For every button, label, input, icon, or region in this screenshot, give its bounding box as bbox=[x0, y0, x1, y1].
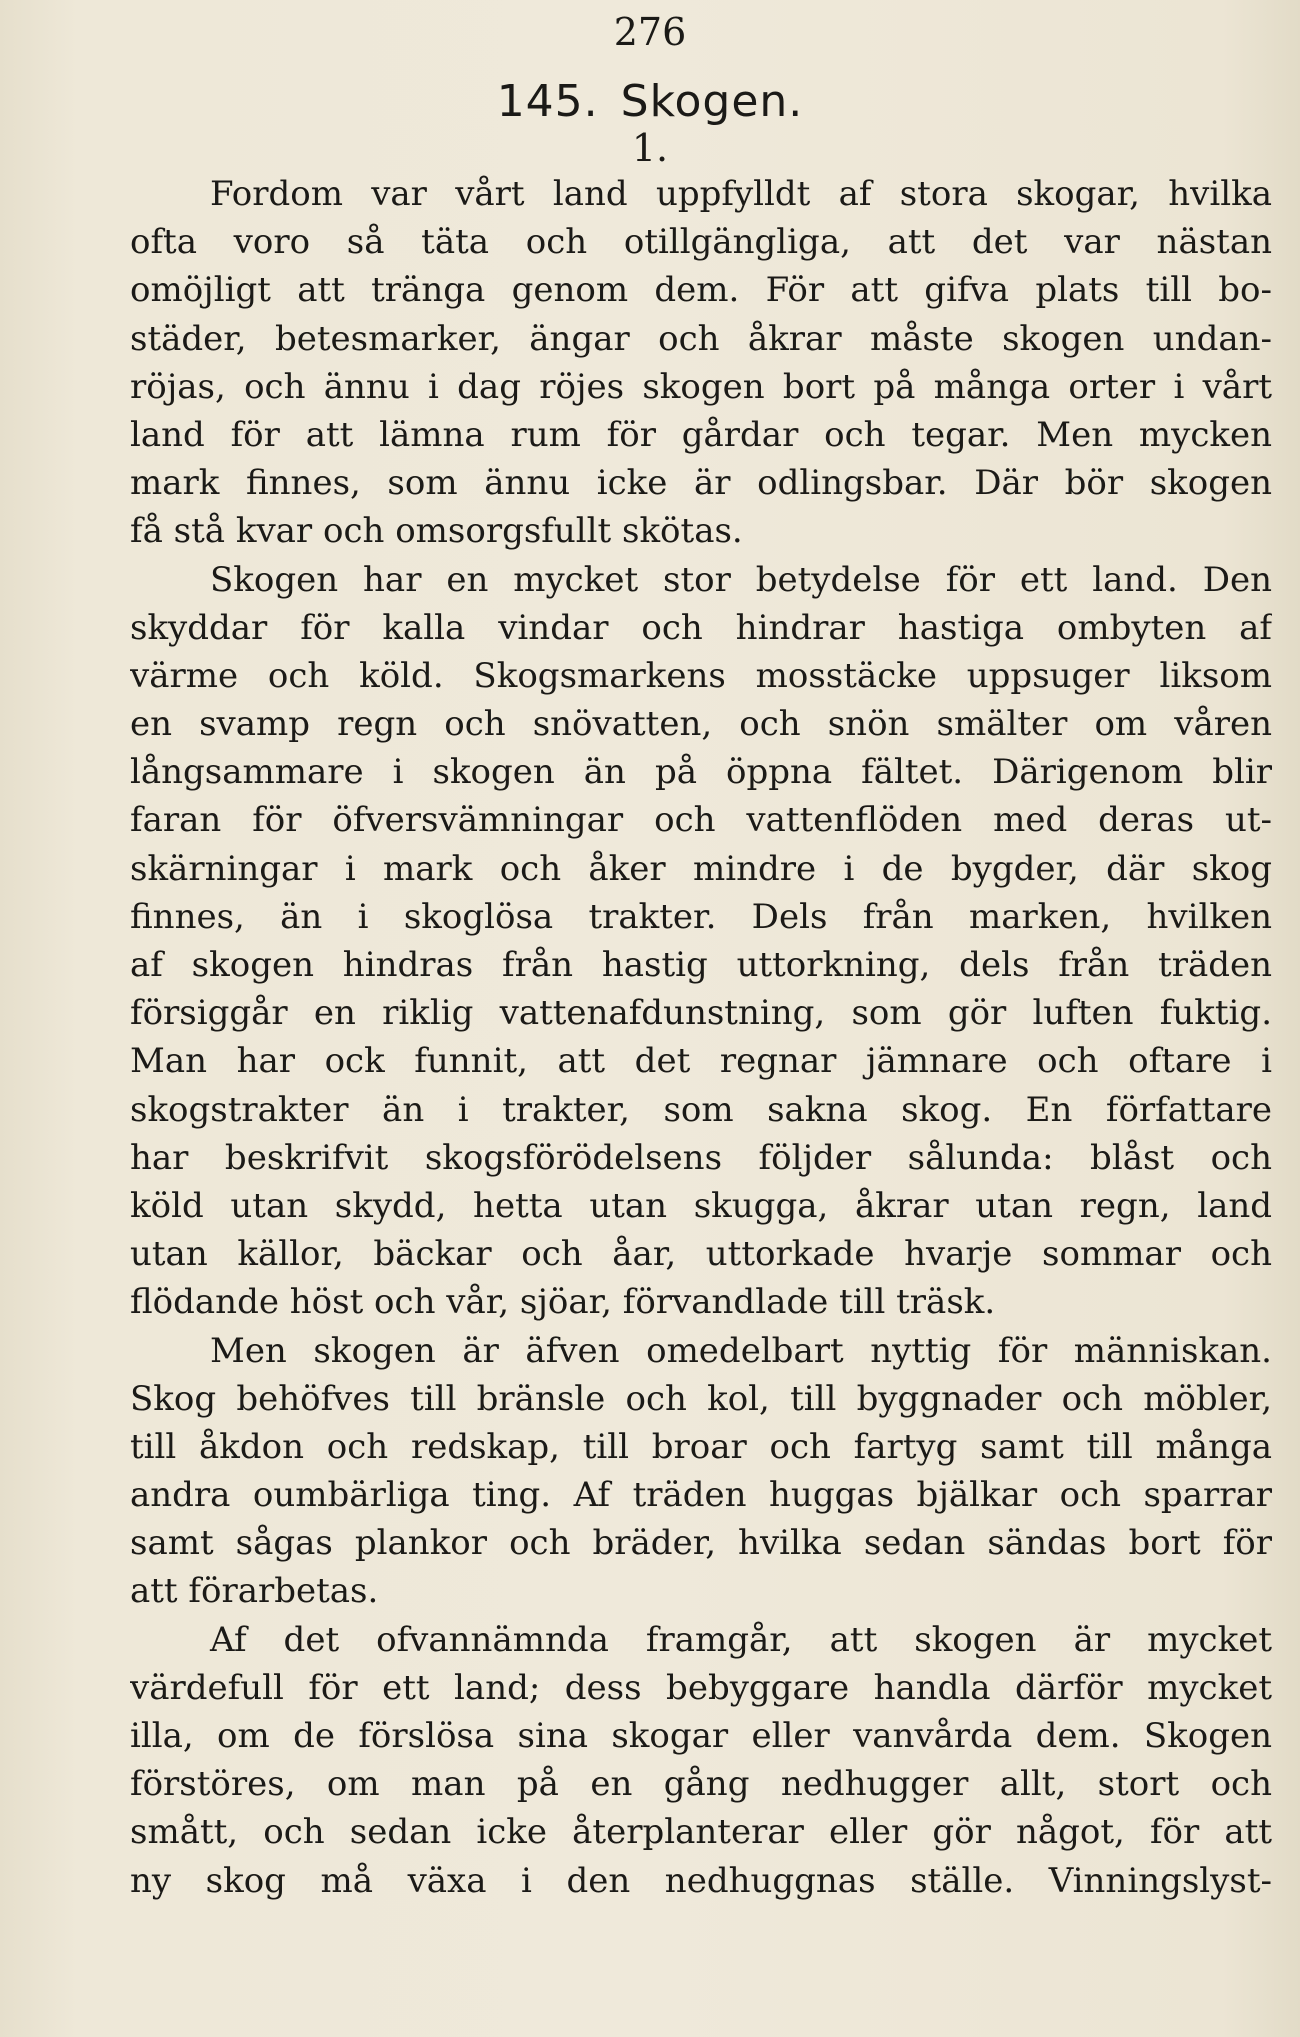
text-line: långsammare i skogen än på öppna fältet. Därigenom blir bbox=[130, 752, 1272, 793]
text-line: Men skogen är äfven omedelbart nyttig för människan. bbox=[210, 1330, 1272, 1371]
paragraph bbox=[130, 1327, 1272, 1616]
paragraph bbox=[130, 556, 1272, 1327]
text-line: att förarbetas. bbox=[130, 1571, 379, 1612]
text-line: ofta voro så täta och otillgängliga, att det var nästan bbox=[130, 222, 1272, 263]
text-line: andra oumbärliga ting. Af träden huggas bjälkar och sparrar bbox=[130, 1475, 1272, 1516]
text-line: skärningar i mark och åker mindre i de bygder, där skog bbox=[130, 848, 1272, 889]
text-line: af skogen hindras från hastig uttorkning, dels från träden bbox=[130, 945, 1272, 985]
text-line: Skogen har en mycket stor betydelse för ett land. Den bbox=[210, 559, 1272, 600]
text-line: omöjligt att tränga genom dem. För att gifva plats till bo- bbox=[130, 270, 1272, 311]
text-line: land för att lämna rum för gårdar och tegar. Men mycken bbox=[130, 414, 1272, 455]
text-line: mark finnes, som ännu icke är odlingsbar. Där bör skogen bbox=[130, 463, 1272, 504]
paragraph bbox=[130, 1616, 1272, 1905]
text-line: Skog behöfves till bränsle och kol, till byggnader och möbler, bbox=[130, 1378, 1272, 1419]
chapter-number: 145. bbox=[496, 76, 599, 127]
chapter-title: Skogen. bbox=[620, 76, 804, 127]
text-line: ny skog må växa i den nedhuggnas ställe. Vinningslyst- bbox=[130, 1860, 1272, 1901]
section-number: 1. bbox=[631, 126, 669, 170]
text-line: värdefull för ett land; dess bebyggare handla därför mycket bbox=[130, 1667, 1272, 1708]
text-line: skyddar för kalla vindar och hindrar hastiga ombyten af bbox=[130, 607, 1272, 648]
text-line: smått, och sedan icke återplanterar eller gör något, för att bbox=[130, 1812, 1272, 1853]
text-line: värme och köld. Skogsmarkens mosstäcke uppsuger liksom bbox=[130, 655, 1272, 696]
text-line: Man har ock funnit, att det regnar jämnare och oftare i bbox=[130, 1041, 1272, 1082]
text-line: utan källor, bäckar och åar, uttorkade hvarje sommar och bbox=[130, 1234, 1272, 1275]
text-line: samt sågas plankor och bräder, hvilka sedan sändas bort för bbox=[130, 1523, 1272, 1564]
paragraph bbox=[130, 170, 1272, 556]
text-line: faran för öfversvämningar och vattenflöden med deras ut- bbox=[130, 800, 1272, 841]
text-line: försiggår en riklig vattenafdunstning, som gör luften fuktig. bbox=[130, 993, 1272, 1034]
text-line: köld utan skydd, hetta utan skugga, åkrar utan regn, land bbox=[130, 1185, 1272, 1226]
text-line: förstöres, om man på en gång nedhugger allt, stort och bbox=[130, 1764, 1272, 1805]
text-line: skogstrakter än i trakter, som sakna skog. En författare bbox=[130, 1089, 1272, 1130]
text-line: illa, om de förslösa sina skogar eller vanvårda dem. Skogen bbox=[130, 1716, 1272, 1756]
text-line: få stå kvar och omsorgsfullt skötas. bbox=[130, 511, 743, 552]
text-line: flödande höst och vår, sjöar, förvandlade till träsk. bbox=[130, 1282, 996, 1323]
text-line: Fordom var vårt land uppfylldt af stora skogar, hvilka bbox=[210, 174, 1272, 214]
text-line: finnes, än i skoglösa trakter. Dels från marken, hvilken bbox=[130, 896, 1272, 937]
text-line: har beskrifvit skogsförödelsens följder sålunda: blåst och bbox=[130, 1137, 1272, 1178]
body-text bbox=[130, 170, 1272, 1905]
chapter-heading bbox=[0, 74, 1300, 130]
text-line: till åkdon och redskap, till broar och fartyg samt till många bbox=[130, 1426, 1272, 1467]
page-number: 276 bbox=[613, 10, 687, 54]
text-line: en svamp regn och snövatten, och snön smälter om våren bbox=[130, 704, 1272, 745]
text-line: Af det ofvannämnda framgår, att skogen är mycket bbox=[210, 1619, 1272, 1660]
text-line: röjas, och ännu i dag röjes skogen bort på många orter i vårt bbox=[130, 366, 1272, 407]
text-line: städer, betesmarker, ängar och åkrar måste skogen undan- bbox=[130, 318, 1272, 359]
